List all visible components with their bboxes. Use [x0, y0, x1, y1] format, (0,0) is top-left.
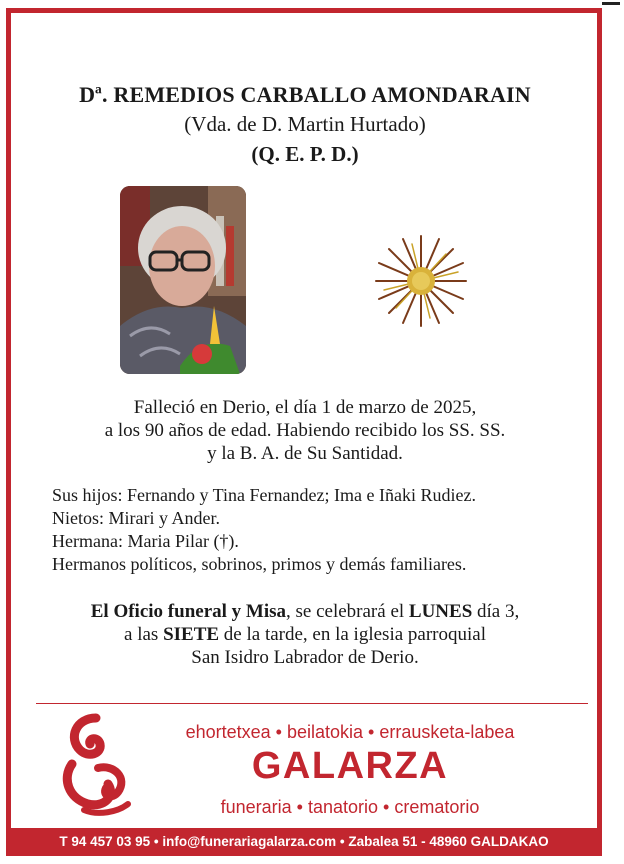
divider: [36, 703, 588, 704]
service-text: a las: [124, 624, 164, 645]
service-emphasis: El Oficio funeral y Misa: [90, 601, 287, 622]
corner-mark: [602, 2, 620, 5]
tagline-basque: ehortetxea • beilatokia • errausketa-labea: [185, 722, 515, 742]
death-line: Falleció en Derio, el día 1 de marzo de 2025,: [133, 397, 477, 418]
eguzkilore-thistle-icon: [372, 232, 470, 330]
family-line: Nietos: Mirari y Ander.: [52, 508, 220, 528]
family-line: Hermanos políticos, sobrinos, primos y demás familiares.: [52, 554, 467, 574]
service-day: LUNES: [408, 601, 473, 622]
widow-of: (Vda. de D. Martin Hurtado): [184, 112, 426, 136]
deceased-name: REMEDIOS CARBALLO AMONDARAIN: [113, 82, 531, 107]
service-text: de la tarde, en la iglesia parroquial: [219, 624, 486, 645]
service-text: día 3,: [472, 601, 520, 622]
family-line: Sus hijos: Fernando y Tina Fernandez; Ima e Iñaki Rudiez.: [52, 485, 476, 505]
rip-text: (Q. E. P. D.): [251, 142, 359, 166]
service-info: [14, 600, 596, 669]
death-line: a los 90 años de edad. Habiendo recibido los SS. SS.: [104, 420, 506, 441]
service-line: [14, 623, 596, 646]
service-line: San Isidro Labrador de Derio.: [191, 647, 419, 668]
service-text: , se celebrará el: [286, 601, 409, 622]
family-line: Hermana: Maria Pilar (†).: [52, 531, 239, 551]
service-time: SIETE: [163, 624, 220, 645]
deceased-name-line: [14, 82, 596, 108]
death-line: y la B. A. de Su Santidad.: [207, 443, 403, 464]
deceased-photo: [120, 186, 246, 374]
name-prefix: Dª.: [79, 82, 108, 107]
brand-name: GALARZA: [251, 745, 449, 787]
galarza-swirl-logo: [58, 712, 134, 818]
contact-footer: T 94 457 03 95 • info@funerariagalarza.com • Zabalea 51 - 48960 GALDAKAO: [6, 828, 602, 856]
tagline-spanish: funeraria • tanatorio • crematorio: [220, 797, 480, 817]
death-notice: [14, 396, 596, 465]
service-line: [14, 600, 596, 623]
family-list: [52, 484, 582, 576]
